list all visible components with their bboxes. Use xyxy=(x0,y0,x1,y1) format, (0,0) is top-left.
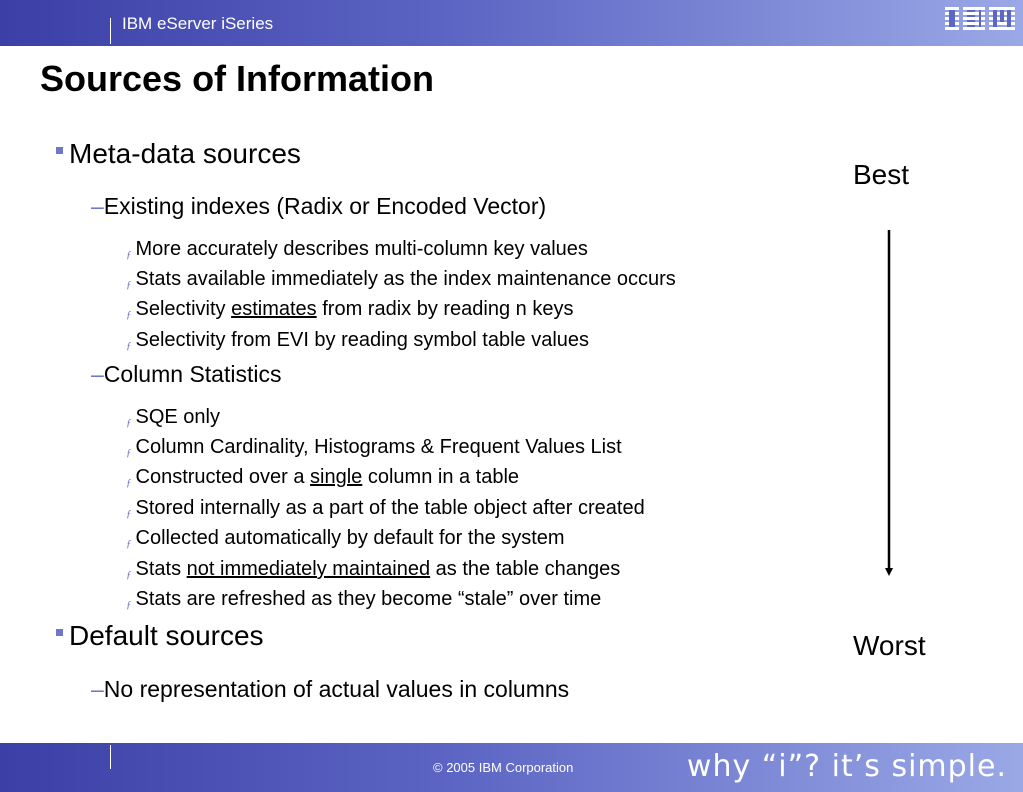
square-bullet-icon xyxy=(56,629,63,636)
bullet-text: Meta-data sources xyxy=(69,138,301,169)
detail-text: SQE only xyxy=(135,406,220,428)
footer-tagline: why “i”? it’s simple. xyxy=(686,749,1007,784)
bullet-default-sources xyxy=(56,620,264,652)
detail-text: Column Cardinality, Histograms & Frequent Values List xyxy=(135,436,622,458)
detail-item xyxy=(126,527,565,550)
detail-text: Selectivity xyxy=(135,298,232,320)
detail-item xyxy=(126,588,601,611)
detail-item xyxy=(126,329,589,352)
detail-text: column in a table xyxy=(362,466,520,488)
f-marker: ƒ xyxy=(126,569,132,581)
underlined-text: single xyxy=(310,466,363,488)
dash-marker: – xyxy=(91,676,104,702)
f-marker: ƒ xyxy=(126,279,132,291)
sub-text: Existing indexes (Radix or Encoded Vector) xyxy=(103,193,547,219)
ibm-logo-icon xyxy=(945,4,1015,36)
detail-item xyxy=(126,268,676,291)
f-marker: ƒ xyxy=(126,477,132,489)
dash-marker: – xyxy=(91,361,104,387)
footer-copyright: © 2005 IBM Corporation xyxy=(433,760,574,775)
f-marker: ƒ xyxy=(126,309,132,321)
detail-text: Constructed over a xyxy=(135,466,311,488)
detail-text: Stored internally as a part of the table object after created xyxy=(135,497,645,519)
sub-text: No representation of actual values in columns xyxy=(103,676,570,702)
sub-existing-indexes xyxy=(91,193,546,220)
underlined-text: estimates xyxy=(231,298,317,320)
bullet-text: Default sources xyxy=(69,620,264,651)
f-marker: ƒ xyxy=(126,538,132,550)
scale-worst-label: Worst xyxy=(853,630,926,661)
detail-text: as the table changes xyxy=(430,558,621,580)
detail-text: Stats xyxy=(135,558,187,580)
detail-item xyxy=(126,497,645,520)
detail-text: Stats are refreshed as they become “stale” over time xyxy=(135,588,602,610)
detail-text: from radix by reading n keys xyxy=(316,298,574,320)
bullet-meta-data-sources xyxy=(56,138,301,170)
detail-item xyxy=(126,298,573,321)
f-marker: ƒ xyxy=(126,447,132,459)
page-title: Sources of Information xyxy=(40,58,435,99)
header-bar xyxy=(0,0,1023,46)
sub-no-representation xyxy=(91,676,569,703)
header-divider xyxy=(110,18,111,44)
detail-item xyxy=(126,558,620,581)
down-arrow-icon xyxy=(880,230,900,580)
underlined-text: not immediately maintained xyxy=(186,558,431,580)
footer-divider xyxy=(110,745,111,769)
f-marker: ƒ xyxy=(126,249,132,261)
sub-column-statistics xyxy=(91,361,281,388)
detail-item xyxy=(126,406,220,429)
detail-item xyxy=(126,436,622,459)
f-marker: ƒ xyxy=(126,417,132,429)
detail-text: Selectivity from EVI by reading symbol table values xyxy=(135,329,590,351)
detail-item xyxy=(126,466,519,489)
detail-text: Collected automatically by default for the system xyxy=(135,527,565,549)
scale-best-label: Best xyxy=(853,159,910,190)
f-marker: ƒ xyxy=(126,340,132,352)
detail-item xyxy=(126,238,588,261)
f-marker: ƒ xyxy=(126,508,132,520)
detail-text: Stats available immediately as the index maintenance occurs xyxy=(135,268,676,290)
f-marker: ƒ xyxy=(126,599,132,611)
header-brand: IBM eServer iSeries xyxy=(122,14,274,33)
dash-marker: – xyxy=(91,193,104,219)
footer-bar xyxy=(0,743,1023,792)
detail-text: More accurately describes multi-column key values xyxy=(135,238,588,260)
sub-text: Column Statistics xyxy=(103,361,282,387)
square-bullet-icon xyxy=(56,147,63,154)
